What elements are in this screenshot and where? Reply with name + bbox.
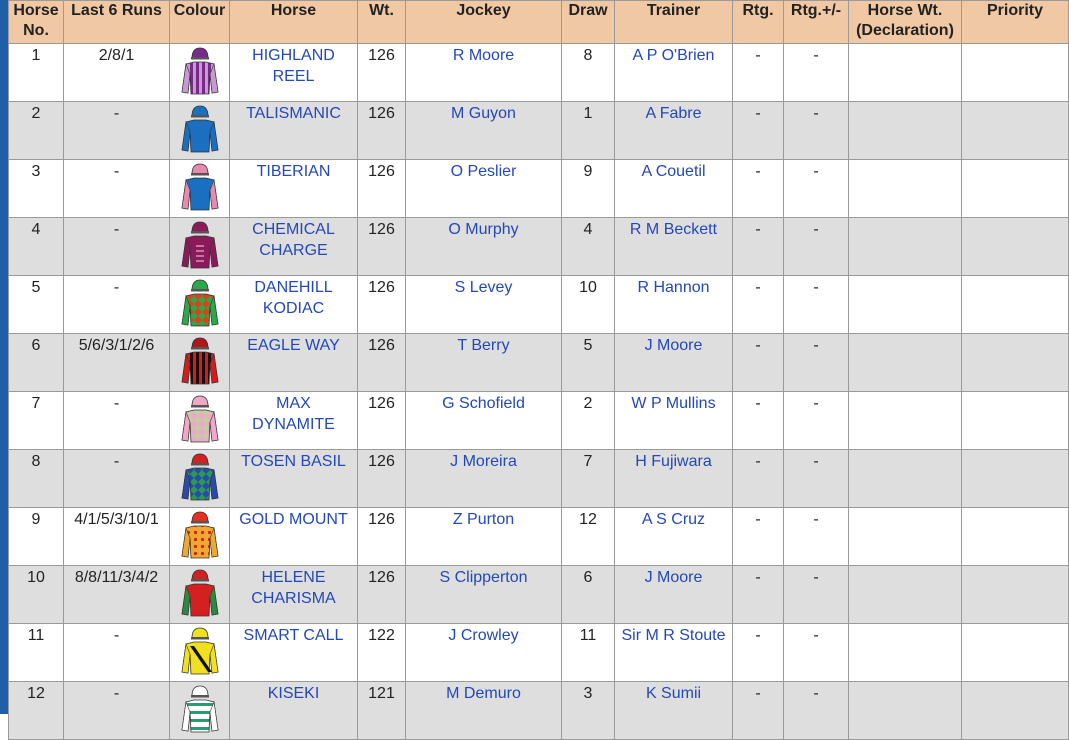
- table-row: [9, 334, 1069, 392]
- table-row: [9, 450, 1069, 508]
- hwt-cell: [849, 218, 962, 276]
- column-header-rtgpm: [784, 1, 849, 44]
- column-header-label: (Declaration): [856, 22, 954, 39]
- horse-cell[interactable]: [230, 392, 358, 450]
- hwt-cell: [849, 682, 962, 740]
- jockey-silks-icon: [178, 682, 222, 738]
- no-cell: 7: [9, 392, 64, 450]
- rtgpm-cell: -: [784, 334, 849, 392]
- colour-cell: [170, 450, 230, 508]
- column-header-rtg: [733, 1, 784, 44]
- colour-cell: [170, 218, 230, 276]
- column-header-label: Rtg.+/-: [790, 2, 842, 19]
- colour-cell: [170, 682, 230, 740]
- trainer-cell[interactable]: J Moore: [615, 566, 733, 624]
- priority-cell: [962, 276, 1069, 334]
- colour-cell: [170, 624, 230, 682]
- jockey-cell[interactable]: T Berry: [406, 334, 562, 392]
- trainer-cell[interactable]: R M Beckett: [615, 218, 733, 276]
- rtgpm-cell: -: [784, 392, 849, 450]
- left-accent-bar: [0, 0, 8, 714]
- wt-cell: 126: [358, 566, 406, 624]
- rtg-cell: -: [733, 392, 784, 450]
- rtgpm-cell: -: [784, 566, 849, 624]
- horse-name-link[interactable]: REEL: [272, 68, 315, 85]
- trainer-cell[interactable]: W P Mullins: [615, 392, 733, 450]
- column-header-label: Draw: [568, 2, 608, 19]
- hwt-cell: [849, 334, 962, 392]
- jockey-silks-icon: [178, 276, 222, 332]
- rtgpm-cell: -: [784, 682, 849, 740]
- no-cell: 3: [9, 160, 64, 218]
- column-header-label: Rtg.: [742, 2, 774, 19]
- priority-cell: [962, 566, 1069, 624]
- wt-cell: 122: [358, 624, 406, 682]
- no-cell: 5: [9, 276, 64, 334]
- draw-cell: 1: [562, 102, 615, 160]
- horse-cell[interactable]: [230, 276, 358, 334]
- last6-cell: 4/1/5/3/10/1: [64, 508, 170, 566]
- draw-cell: 5: [562, 334, 615, 392]
- draw-cell: 12: [562, 508, 615, 566]
- jockey-silks-icon: [178, 218, 222, 274]
- draw-cell: 6: [562, 566, 615, 624]
- horse-name-link[interactable]: SMART CALL: [243, 627, 344, 644]
- jockey-silks-icon: [178, 44, 222, 100]
- column-header-priority: [962, 1, 1069, 44]
- jockey-silks-icon: [178, 566, 222, 622]
- jockey-cell[interactable]: J Moreira: [406, 450, 562, 508]
- last6-cell: -: [64, 450, 170, 508]
- trainer-cell[interactable]: H Fujiwara: [615, 450, 733, 508]
- last6-cell: 8/8/11/3/4/2: [64, 566, 170, 624]
- hwt-cell: [849, 276, 962, 334]
- no-cell: 10: [9, 566, 64, 624]
- rtg-cell: -: [733, 334, 784, 392]
- colour-cell: [170, 334, 230, 392]
- horse-name-link[interactable]: DANEHILL: [254, 279, 333, 296]
- trainer-cell[interactable]: A Couetil: [615, 160, 733, 218]
- wt-cell: 126: [358, 160, 406, 218]
- jockey-cell[interactable]: Z Purton: [406, 508, 562, 566]
- last6-cell: -: [64, 160, 170, 218]
- column-header-label: Colour: [173, 2, 226, 19]
- trainer-cell[interactable]: A Fabre: [615, 102, 733, 160]
- hwt-cell: [849, 450, 962, 508]
- priority-cell: [962, 218, 1069, 276]
- horse-name-link[interactable]: GOLD MOUNT: [239, 511, 348, 528]
- table-row: [9, 276, 1069, 334]
- no-cell: 6: [9, 334, 64, 392]
- horse-name-link[interactable]: CHEMICAL: [252, 221, 335, 238]
- trainer-cell[interactable]: A P O'Brien: [615, 44, 733, 102]
- draw-cell: 11: [562, 624, 615, 682]
- colour-cell: [170, 44, 230, 102]
- horse-name-link[interactable]: KISEKI: [267, 685, 320, 702]
- column-header-horse: [230, 1, 358, 44]
- wt-cell: 126: [358, 508, 406, 566]
- column-header-wt: [358, 1, 406, 44]
- colour-cell: [170, 102, 230, 160]
- jockey-silks-icon: [178, 334, 222, 390]
- horse-cell[interactable]: [230, 334, 358, 392]
- column-header-label: Horse Wt.: [867, 2, 943, 19]
- priority-cell: [962, 508, 1069, 566]
- trainer-cell[interactable]: J Moore: [615, 334, 733, 392]
- draw-cell: 2: [562, 392, 615, 450]
- priority-cell: [962, 334, 1069, 392]
- priority-cell: [962, 682, 1069, 740]
- last6-cell: -: [64, 624, 170, 682]
- horse-name-link[interactable]: HELENE: [261, 569, 326, 586]
- no-cell: 9: [9, 508, 64, 566]
- table-row: [9, 624, 1069, 682]
- horse-cell[interactable]: [230, 44, 358, 102]
- colour-cell: [170, 392, 230, 450]
- rtgpm-cell: -: [784, 160, 849, 218]
- wt-cell: 126: [358, 276, 406, 334]
- wt-cell: 126: [358, 102, 406, 160]
- table-row: [9, 44, 1069, 102]
- horse-cell[interactable]: [230, 218, 358, 276]
- draw-cell: 3: [562, 682, 615, 740]
- jockey-cell[interactable]: M Demuro: [406, 682, 562, 740]
- rtgpm-cell: -: [784, 276, 849, 334]
- table-row: [9, 508, 1069, 566]
- wt-cell: 121: [358, 682, 406, 740]
- hwt-cell: [849, 624, 962, 682]
- priority-cell: [962, 160, 1069, 218]
- table-row: [9, 160, 1069, 218]
- colour-cell: [170, 160, 230, 218]
- column-header-hwt: [849, 1, 962, 44]
- priority-cell: [962, 624, 1069, 682]
- colour-cell: [170, 276, 230, 334]
- horse-cell[interactable]: [230, 102, 358, 160]
- rtgpm-cell: -: [784, 218, 849, 276]
- wt-cell: 126: [358, 450, 406, 508]
- rtg-cell: -: [733, 102, 784, 160]
- rtg-cell: -: [733, 566, 784, 624]
- priority-cell: [962, 44, 1069, 102]
- jockey-silks-icon: [178, 102, 222, 158]
- column-header-colour: [170, 1, 230, 44]
- hwt-cell: [849, 566, 962, 624]
- jockey-cell[interactable]: J Crowley: [406, 624, 562, 682]
- column-header-label: No.: [23, 22, 49, 39]
- last6-cell: -: [64, 102, 170, 160]
- last6-cell: 5/6/3/1/2/6: [64, 334, 170, 392]
- last6-cell: -: [64, 218, 170, 276]
- rtgpm-cell: -: [784, 102, 849, 160]
- column-header-label: Horse: [270, 2, 317, 19]
- trainer-cell[interactable]: Sir M R Stoute: [615, 624, 733, 682]
- trainer-cell[interactable]: A S Cruz: [615, 508, 733, 566]
- horse-cell[interactable]: [230, 450, 358, 508]
- hwt-cell: [849, 392, 962, 450]
- column-header-jockey: [406, 1, 562, 44]
- table-row: [9, 566, 1069, 624]
- jockey-silks-icon: [178, 160, 222, 216]
- jockey-silks-icon: [178, 450, 222, 506]
- rtgpm-cell: -: [784, 624, 849, 682]
- column-header-draw: [562, 1, 615, 44]
- jockey-silks-icon: [178, 392, 222, 448]
- horse-cell[interactable]: [230, 566, 358, 624]
- column-header-trainer: [615, 1, 733, 44]
- rtg-cell: -: [733, 218, 784, 276]
- column-header-label: Priority: [986, 2, 1043, 19]
- wt-cell: 126: [358, 334, 406, 392]
- draw-cell: 10: [562, 276, 615, 334]
- rtgpm-cell: -: [784, 44, 849, 102]
- priority-cell: [962, 450, 1069, 508]
- no-cell: 2: [9, 102, 64, 160]
- trainer-cell[interactable]: R Hannon: [615, 276, 733, 334]
- horse-name-link[interactable]: CHARGE: [259, 242, 328, 259]
- horse-name-link[interactable]: KODIAC: [262, 300, 325, 317]
- hwt-cell: [849, 160, 962, 218]
- jockey-cell[interactable]: M Guyon: [406, 102, 562, 160]
- hwt-cell: [849, 102, 962, 160]
- colour-cell: [170, 566, 230, 624]
- horse-name-link[interactable]: CHARISMA: [251, 590, 336, 607]
- table-row: [9, 682, 1069, 740]
- race-card-table: [8, 0, 1069, 740]
- horse-name-link[interactable]: TALISMANIC: [246, 105, 341, 122]
- last6-cell: 2/8/1: [64, 44, 170, 102]
- horse-name-link[interactable]: HIGHLAND: [252, 47, 335, 64]
- no-cell: 11: [9, 624, 64, 682]
- rtg-cell: -: [733, 508, 784, 566]
- no-cell: 8: [9, 450, 64, 508]
- draw-cell: 4: [562, 218, 615, 276]
- hwt-cell: [849, 44, 962, 102]
- column-header-label: Jockey: [456, 2, 511, 19]
- draw-cell: 9: [562, 160, 615, 218]
- no-cell: 12: [9, 682, 64, 740]
- rtg-cell: -: [733, 624, 784, 682]
- colour-cell: [170, 508, 230, 566]
- rtgpm-cell: -: [784, 450, 849, 508]
- horse-cell[interactable]: [230, 682, 358, 740]
- jockey-cell[interactable]: S Clipperton: [406, 566, 562, 624]
- rtg-cell: -: [733, 276, 784, 334]
- last6-cell: -: [64, 682, 170, 740]
- column-header-label: Trainer: [646, 2, 701, 19]
- horse-name-link[interactable]: TOSEN BASIL: [241, 453, 346, 470]
- wt-cell: 126: [358, 392, 406, 450]
- trainer-cell[interactable]: K Sumii: [615, 682, 733, 740]
- table-row: [9, 218, 1069, 276]
- horse-name-link[interactable]: MAX: [276, 395, 311, 412]
- jockey-silks-icon: [178, 508, 222, 564]
- column-header-last6: [64, 1, 170, 44]
- jockey-silks-icon: [178, 624, 222, 680]
- rtg-cell: -: [733, 682, 784, 740]
- column-header-no: [9, 1, 64, 44]
- horse-cell[interactable]: [230, 508, 358, 566]
- jockey-cell[interactable]: G Schofield: [406, 392, 562, 450]
- jockey-cell[interactable]: O Murphy: [406, 218, 562, 276]
- column-header-label: Last 6 Runs: [71, 2, 162, 19]
- table-body: [9, 44, 1069, 740]
- horse-name-link[interactable]: DYNAMITE: [252, 416, 335, 433]
- priority-cell: [962, 392, 1069, 450]
- column-header-label: Horse: [13, 2, 59, 19]
- jockey-cell[interactable]: R Moore: [406, 44, 562, 102]
- jockey-cell[interactable]: O Peslier: [406, 160, 562, 218]
- horse-name-link[interactable]: TIBERIAN: [256, 163, 331, 180]
- wt-cell: 126: [358, 44, 406, 102]
- jockey-cell[interactable]: S Levey: [406, 276, 562, 334]
- rtg-cell: -: [733, 44, 784, 102]
- horse-cell[interactable]: [230, 160, 358, 218]
- rtg-cell: -: [733, 160, 784, 218]
- table-header-row: [9, 1, 1069, 44]
- rtg-cell: -: [733, 450, 784, 508]
- rtgpm-cell: -: [784, 508, 849, 566]
- table-row: [9, 102, 1069, 160]
- wt-cell: 126: [358, 218, 406, 276]
- draw-cell: 7: [562, 450, 615, 508]
- draw-cell: 8: [562, 44, 615, 102]
- column-header-label: Wt.: [369, 2, 394, 19]
- no-cell: 1: [9, 44, 64, 102]
- hwt-cell: [849, 508, 962, 566]
- no-cell: 4: [9, 218, 64, 276]
- horse-cell[interactable]: [230, 624, 358, 682]
- last6-cell: -: [64, 392, 170, 450]
- table-row: [9, 392, 1069, 450]
- horse-name-link[interactable]: EAGLE WAY: [247, 337, 340, 354]
- priority-cell: [962, 102, 1069, 160]
- last6-cell: -: [64, 276, 170, 334]
